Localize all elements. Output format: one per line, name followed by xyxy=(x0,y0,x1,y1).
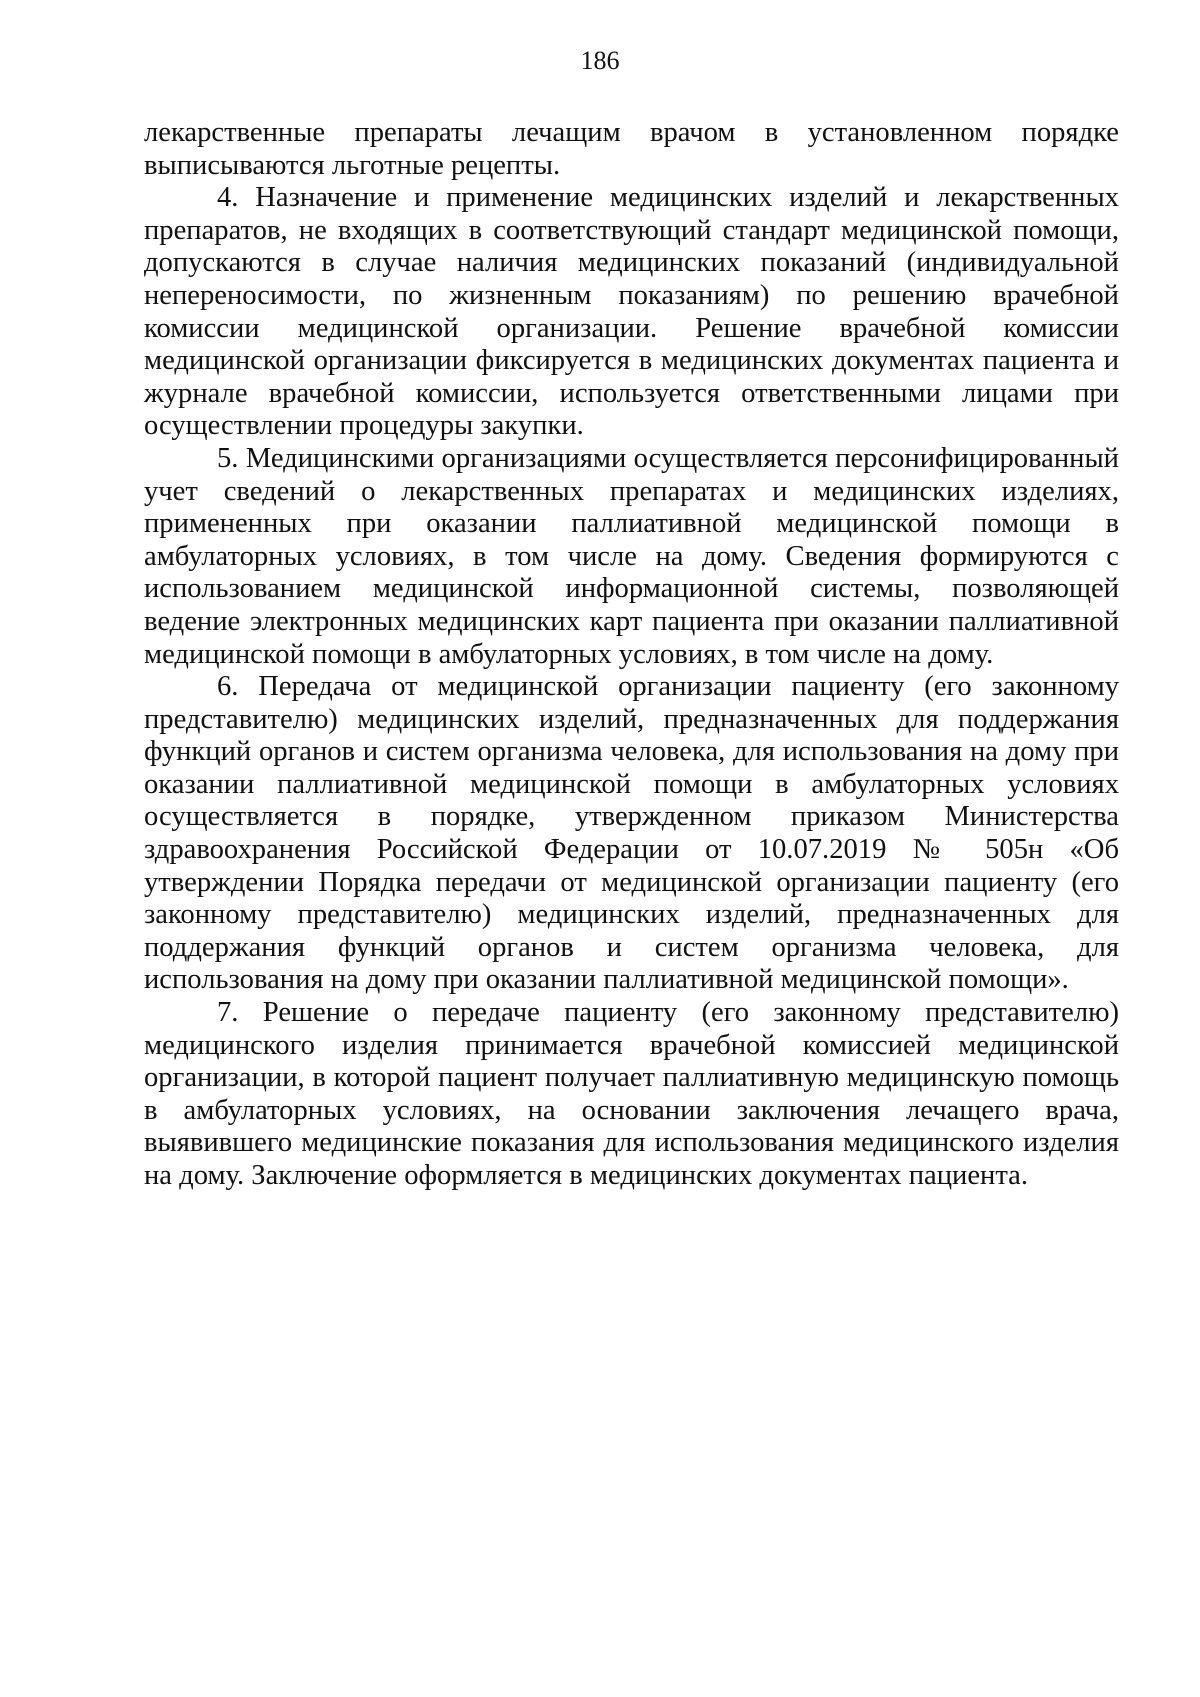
page-number: 186 xyxy=(580,46,620,75)
paragraph-item-6: 6. Передача от медицинской организации пациенту (его законному представителю) медицинских изделий, предназначенных для поддержания функций органов и систем организма человека, для использования на дому при оказании паллиативной медицинской помощи в амбулаторных условиях осуществляется в порядке, утвержденном приказом Министерства здравоохранения Российской Федерации от 10.07.2019 № 505н «Об утверждении Порядка передачи от медицинской организации пациенту (его законному представителю) медицинских изделий, предназначенных для поддержания функций органов и систем организма человека, для использования на дому при оказании паллиативной медицинской помощи». xyxy=(144,671,1119,996)
paragraph-continuation: лекарственные препараты лечащим врачом в установленном порядке выписываются льготные рецепты. xyxy=(144,117,1119,181)
paragraph-item-5: 5. Медицинскими организациями осуществляется персонифицированный учет сведений о лекарственных препаратах и медицинских изделиях, примененных при оказании паллиативной медицинской помощи в амбулаторных условиях, в том числе на дому. Сведения формируются с использованием медицинской информационной системы, позволяющей ведение электронных медицинских карт пациента при оказании паллиативной медицинской помощи в амбулаторных условиях, в том числе на дому. xyxy=(144,442,1119,670)
paragraph-item-7: 7. Решение о передаче пациенту (его законному представителю) медицинского изделия принимается врачебной комиссией медицинской организации, в которой пациент получает паллиативную медицинскую помощь в амбулаторных условиях, на основании заключения лечащего врача, выявившего медицинские показания для использования медицинского изделия на дому. Заключение оформляется в медицинских документах пациента. xyxy=(144,997,1119,1191)
document-body xyxy=(144,117,1119,1193)
paragraph-item-4: 4. Назначение и применение медицинских изделий и лекарственных препаратов, не входящих в соответствующий стандарт медицинской помощи, допускаются в случае наличия медицинских показаний (индивидуальной непереносимости, по жизненным показаниям) по решению врачебной комиссии медицинской организации. Решение врачебной комиссии медицинской организации фиксируется в медицинских документах пациента и журнале врачебной комиссии, используется ответственными лицами при осуществлении процедуры закупки. xyxy=(144,182,1119,442)
